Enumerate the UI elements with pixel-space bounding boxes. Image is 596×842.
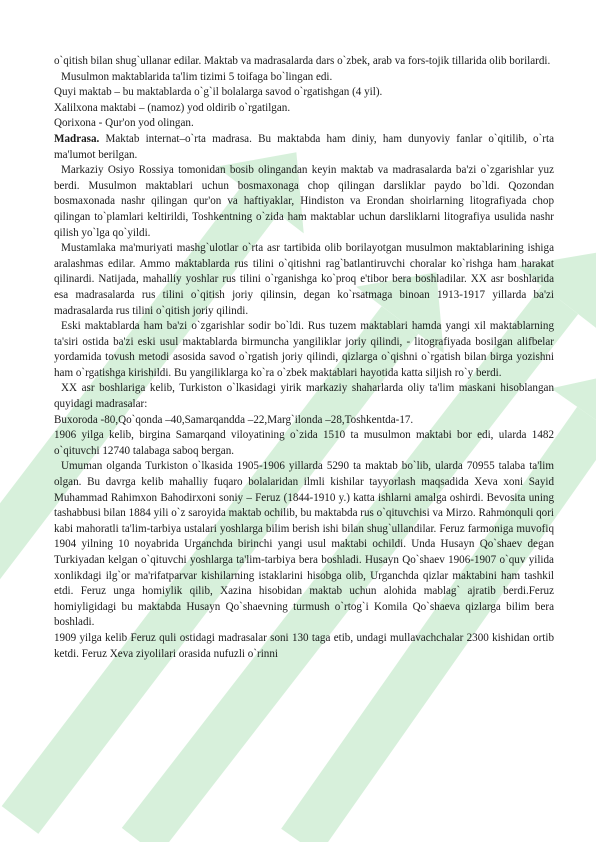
paragraph-heading: Madrasa. <box>54 132 100 145</box>
paragraph <box>54 319 554 381</box>
paragraph <box>54 241 554 319</box>
paragraph <box>54 54 554 70</box>
paragraph <box>54 70 554 86</box>
paragraph-text: 1909 yilga kelib Feruz quli ostidagi madrasalar soni 130 taga etib, undagi mullavachchalar 2300 kishidan ortib ketdi. Feruz Xeva ziyolilari orasida nufuzli o`rinni <box>54 631 554 660</box>
paragraph <box>54 85 554 101</box>
paragraph-text: Eski maktablarda ham ba'zi o`zgarishlar sodir bo`ldi. Rus tuzem maktablari hamda yangi xil maktablarning ta'siri ostida ba'zi eski usul maktablarda birmuncha yangiliklar joriy qilindi, - litografiyada bosilgan alifbelar yordamida tovush metodi asosida savod o`rgatish joriy qilindi, qizlarga o`qishni o`rgatish bilan birga yozishni ham o`rgatishga kirishildi. Bu yangiliklarga ko`ra o`zbek maktablari hayotida katta siljish ro`y berdi. <box>54 320 554 379</box>
paragraph <box>54 428 554 459</box>
paragraph-text: Musulmon maktablarida ta'lim tizimi 5 toifaga bo`lingan edi. <box>61 70 333 83</box>
paragraph <box>54 101 554 117</box>
paragraph-text: Markaziy Osiyo Rossiya tomonidan bosib olingandan keyin maktab va madrasalarda ba'zi o`zgarishlar yuz berdi. Musulmon maktablari uchun bosmaxonaga chop qilingan darsliklar paydo bo`ldi. Qozondan bosmaxonada nashr qilingan qur'on va haftiyaklar, Hindiston va Erondan shoirlarning litografiyada chop qilingan to`plamlari keltirildi, Toshkentning o`zida ham maktablar uchun darsliklarni litografiya usulida nashr qilish yo`lga qo`yildi. <box>54 164 554 239</box>
paragraph-text: o`qitish bilan shug`ullanar edilar. Maktab va madrasalarda dars o`zbek, arab va fors-tojik tillarida olib borilardi. <box>54 55 551 67</box>
paragraph <box>54 413 554 429</box>
paragraph-text: Mustamlaka ma'muriyati mashg`ulotlar o`rta asr tartibida olib borilayotgan musulmon maktablarining ishiga aralashmas edilar. Ammo maktablarda rus tilini o`qitishni rag`batlantiruvchi choralar ko`rishga ham harakat qilinardi. Natijada, mahalliy yoshlar rus tilini o`rganishga ko`proq e'tibor bera boshladilar. XX asr boshlarida esa madrasalarda rus tilini o`qitish joriy qilinsin, degan ko`rsatmaga binoan 1913-1917 yillarda ba'zi madrasalarda rus tilini o`qitish joriy qilindi. <box>54 242 554 317</box>
paragraph <box>54 163 554 241</box>
paragraph <box>54 381 554 412</box>
paragraph <box>54 132 554 163</box>
watermark-arrowhead <box>551 371 596 452</box>
paragraph-text: Umuman olganda Turkiston o`lkasida 1905-1906 yillarda 5290 ta maktab bo`lib, ularda 70955 talaba ta'lim olgan. Bu davrga kelib mahalliy fuqaro bolalaridan ilmli kishilar tayyorlash maqsadida Xeva xoni Sayid Muhammad Rahimxon Bahodirxoni soniy – Feruz (1844-1910 y.) katta ishlarni amalga oshirdi. Bevosita uning tashabbusi bilan 1884 yili o`z saroyida maktab ochilib, bu maktabda rus o`qituvchisi va Mirzo. Rahmonquli qori kabi mahoratli ta'lim-tarbiya ustalari yoshlarga bilim berish ishi bilan shug`ullandilar. Feruz farmoniga muvofiq 1904 yilning 10 noyabrida Urganchda birinchi yangi usul maktabi ochildi. Unda Husayn Qo`shaev degan Turkiyadan kelgan o`qituvchi yoshlarga ta'lim-tarbiya bera boshladi. Husayn Qo`shaev 1906-1907 o`quv yilida xonlikdagi ilg`or ma'rifatparvar kishilarning istaklarini hisobga olib, Urganchda qizlar maktabini ham tashkil etdi. Feruz unga homiylik qilib, Xazina hisobidan maktab uchun alohida mablag` ajratib berdi.Feruz homiyligidagi bu maktabda Husayn Qo`shaevning turmush o`rtog`i Komila Qo`shaeva qizlarga bilim bera boshladi. <box>54 460 554 629</box>
paragraph-text: Xalilxona maktabi – (namoz) yod oldirib o`rgatilgan. <box>54 101 291 114</box>
paragraph-text: Quyi maktab – bu maktablarda o`g`il bolalarga savod o`rgatishgan (4 yil). <box>54 86 383 99</box>
paragraph <box>54 459 554 631</box>
paragraph-text: XX asr boshlariga kelib, Turkiston o`lkasidagi yirik markaziy shaharlarda oliy ta'lim maskani hisoblangan quyidagi madrasalar: <box>54 382 554 411</box>
paragraph-text: Maktab internat–o`rta madrasa. Bu maktabda ham diniy, ham dunyoviy fanlar o`qitilib, o`rta ma'lumot berilgan. <box>54 132 554 161</box>
paragraph-text: 1906 yilga kelib, birgina Samarqand viloyatining o`zida 1510 ta musulmon maktabi bor edi, ularda 1482 o`qituvchi 12740 talabaga saboq bergan. <box>54 429 554 457</box>
paragraph-text: Qorixona - Qur'on yod olingan. <box>54 117 194 130</box>
paragraph <box>54 116 554 132</box>
paragraph-text: Buxoroda -80,Qo`qonda –40,Samarqandda –22,Marg`ilonda –28,Toshkentda-17. <box>54 413 414 426</box>
document-page <box>54 54 554 662</box>
paragraph <box>54 631 554 662</box>
